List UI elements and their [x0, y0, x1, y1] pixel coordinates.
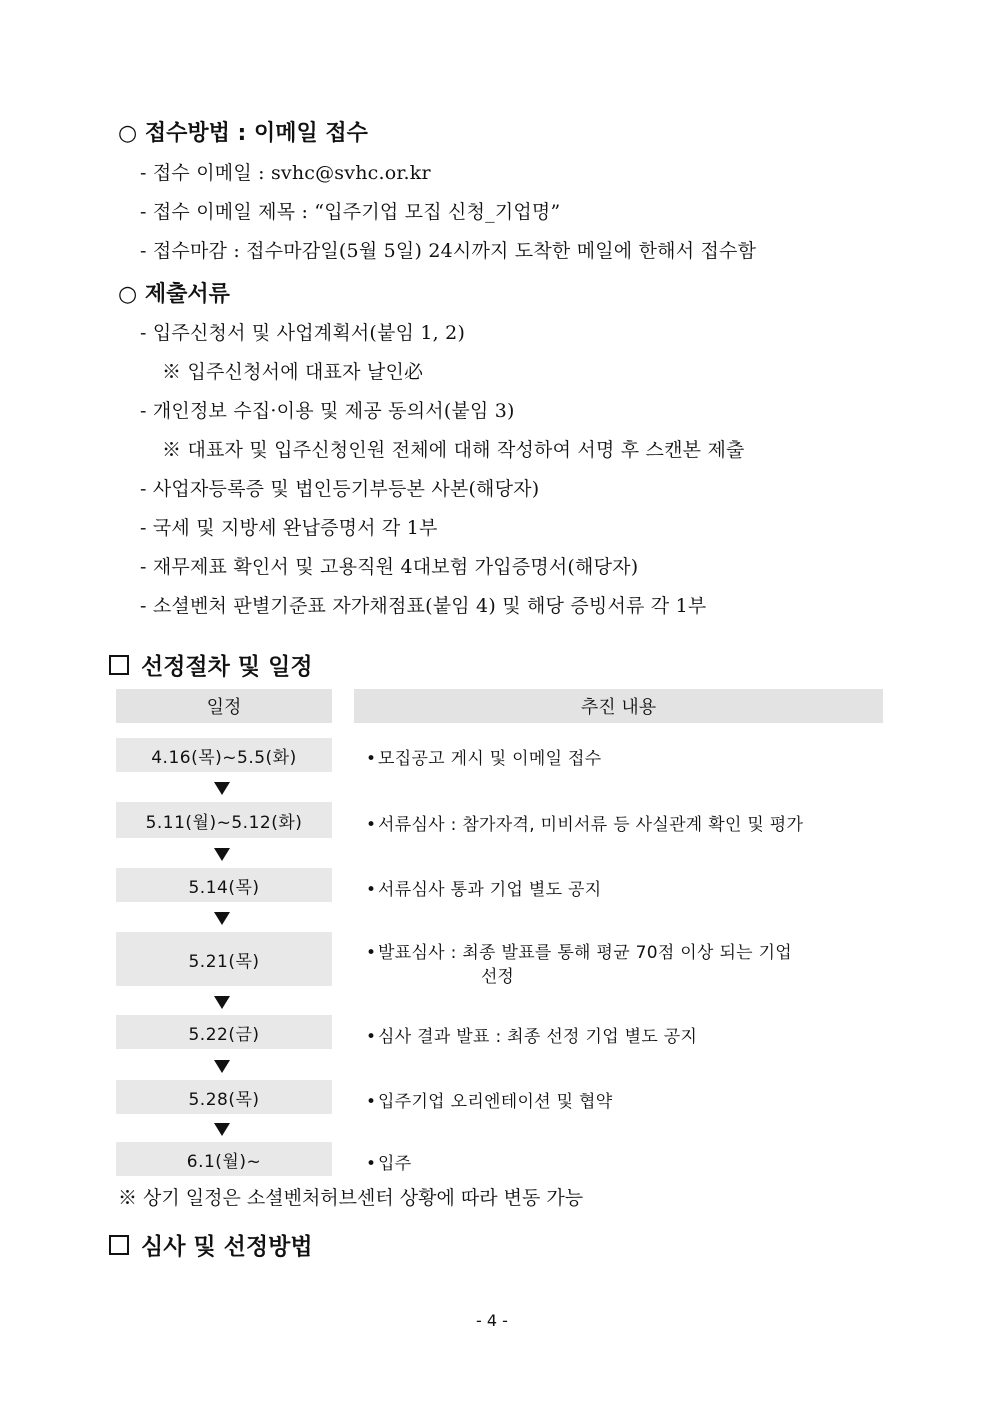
- schedule-date-cell: 4.16(목)~5.5(화): [116, 738, 332, 772]
- document-item: - 입주신청서 및 사업계획서(붙임 1, 2): [140, 322, 466, 344]
- schedule-content-cell: •모집공고 게시 및 이메일 접수: [366, 749, 602, 769]
- schedule-note: ※ 상기 일정은 소셜벤처허브센터 상황에 따라 변동 가능: [118, 1187, 584, 1209]
- receipt-item-email: - 접수 이메일 : svhc@svhc.or.kr: [140, 162, 431, 184]
- schedule-date-cell: 5.28(목): [116, 1080, 332, 1114]
- schedule-content-continuation: 선정: [481, 967, 514, 987]
- down-arrow-icon: [214, 996, 230, 1009]
- schedule-content-cell: •심사 결과 발표 : 최종 선정 기업 별도 공지: [366, 1027, 698, 1047]
- document-note: ※ 입주신청서에 대표자 날인必: [162, 361, 424, 383]
- document-item: - 재무제표 확인서 및 고용직원 4대보험 가입증명서(해당자): [140, 556, 639, 578]
- schedule-content-cell: •서류심사 : 참가자격, 미비서류 등 사실관계 확인 및 평가: [366, 815, 804, 835]
- document-item: - 개인정보 수집·이용 및 제공 동의서(붙임 3): [140, 400, 515, 422]
- document-item: - 국세 및 지방세 완납증명서 각 1부: [140, 517, 438, 539]
- evaluation-section-title: [109, 1228, 313, 1261]
- schedule-header-date: 일정: [116, 689, 332, 723]
- schedule-date-cell: 6.1(월)~: [116, 1142, 332, 1176]
- down-arrow-icon: [214, 1060, 230, 1073]
- schedule-content-cell: •발표심사 : 최종 발표를 통해 평균 70점 이상 되는 기업: [366, 943, 793, 963]
- document-note: ※ 대표자 및 입주신청인원 전체에 대해 작성하여 서명 후 스캔본 제출: [162, 439, 745, 461]
- receipt-heading: ○ 접수방법 : 이메일 접수: [118, 121, 368, 146]
- document-item: - 사업자등록증 및 법인등기부등본 사본(해당자): [140, 478, 540, 500]
- schedule-content-cell: •입주: [366, 1154, 412, 1174]
- schedule-section-title: [109, 648, 313, 681]
- schedule-header-content: 추진 내용: [354, 689, 883, 723]
- down-arrow-icon: [214, 912, 230, 925]
- receipt-item-deadline: - 접수마감 : 접수마감일(5월 5일) 24시까지 도착한 메일에 한해서 접수함: [140, 240, 757, 262]
- schedule-title-text: 선정절차 및 일정: [141, 654, 313, 680]
- receipt-item-subject: - 접수 이메일 제목 : “입주기업 모집 신청_기업명”: [140, 201, 561, 223]
- down-arrow-icon: [214, 848, 230, 861]
- page-number: - 4 -: [476, 1311, 508, 1330]
- schedule-date-cell: 5.11(월)~5.12(화): [116, 802, 332, 838]
- document-item: - 소셜벤처 판별기준표 자가채점표(붙임 4) 및 해당 증빙서류 각 1부: [140, 595, 707, 617]
- documents-heading: ○ 제출서류: [118, 282, 230, 307]
- schedule-date-cell: 5.21(목): [116, 932, 332, 986]
- down-arrow-icon: [214, 782, 230, 795]
- schedule-content-cell: •입주기업 오리엔테이션 및 협약: [366, 1092, 613, 1112]
- schedule-content-cell: •서류심사 통과 기업 별도 공지: [366, 880, 602, 900]
- schedule-date-cell: 5.22(금): [116, 1015, 332, 1049]
- checkbox-square-icon: [109, 655, 129, 675]
- evaluation-title-text: 심사 및 선정방법: [141, 1234, 313, 1260]
- down-arrow-icon: [214, 1123, 230, 1136]
- schedule-date-cell: 5.14(목): [116, 868, 332, 902]
- checkbox-square-icon: [109, 1235, 129, 1255]
